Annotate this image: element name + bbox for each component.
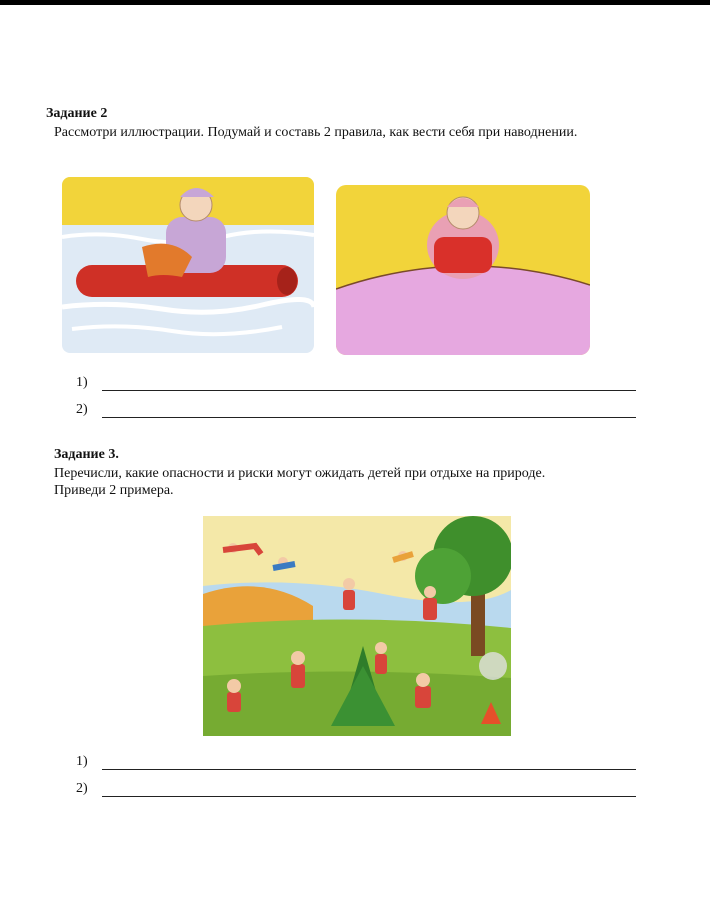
answer-line[interactable] [102, 417, 636, 418]
task3-text-line1: Перечисли, какие опасности и риски могут ожидать детей при отдыхе на природе. [54, 466, 546, 481]
top-bar [0, 0, 710, 5]
task3-answer-1 [76, 754, 636, 772]
task2-text: Рассмотри иллюстрации. Подумай и составь 2 правила, как вести себя при наводнении. [54, 125, 578, 140]
task3-text-line2: Приведи 2 примера. [54, 483, 174, 498]
task2-title: Задание 2 [46, 106, 108, 121]
task2-answer-2 [76, 402, 636, 420]
nature-dangers-illustration [203, 516, 511, 736]
answer-line[interactable] [102, 769, 636, 770]
task3-title: Задание 3. [54, 447, 119, 462]
answer-number: 2) [76, 781, 88, 796]
answer-number: 1) [76, 754, 88, 769]
task2-answer-1 [76, 375, 636, 393]
answer-line[interactable] [102, 390, 636, 391]
answer-number: 2) [76, 402, 88, 417]
flood-hill-illustration [336, 185, 590, 355]
flood-log-illustration [62, 177, 314, 353]
answer-number: 1) [76, 375, 88, 390]
task3-answer-2 [76, 781, 636, 799]
answer-line[interactable] [102, 796, 636, 797]
